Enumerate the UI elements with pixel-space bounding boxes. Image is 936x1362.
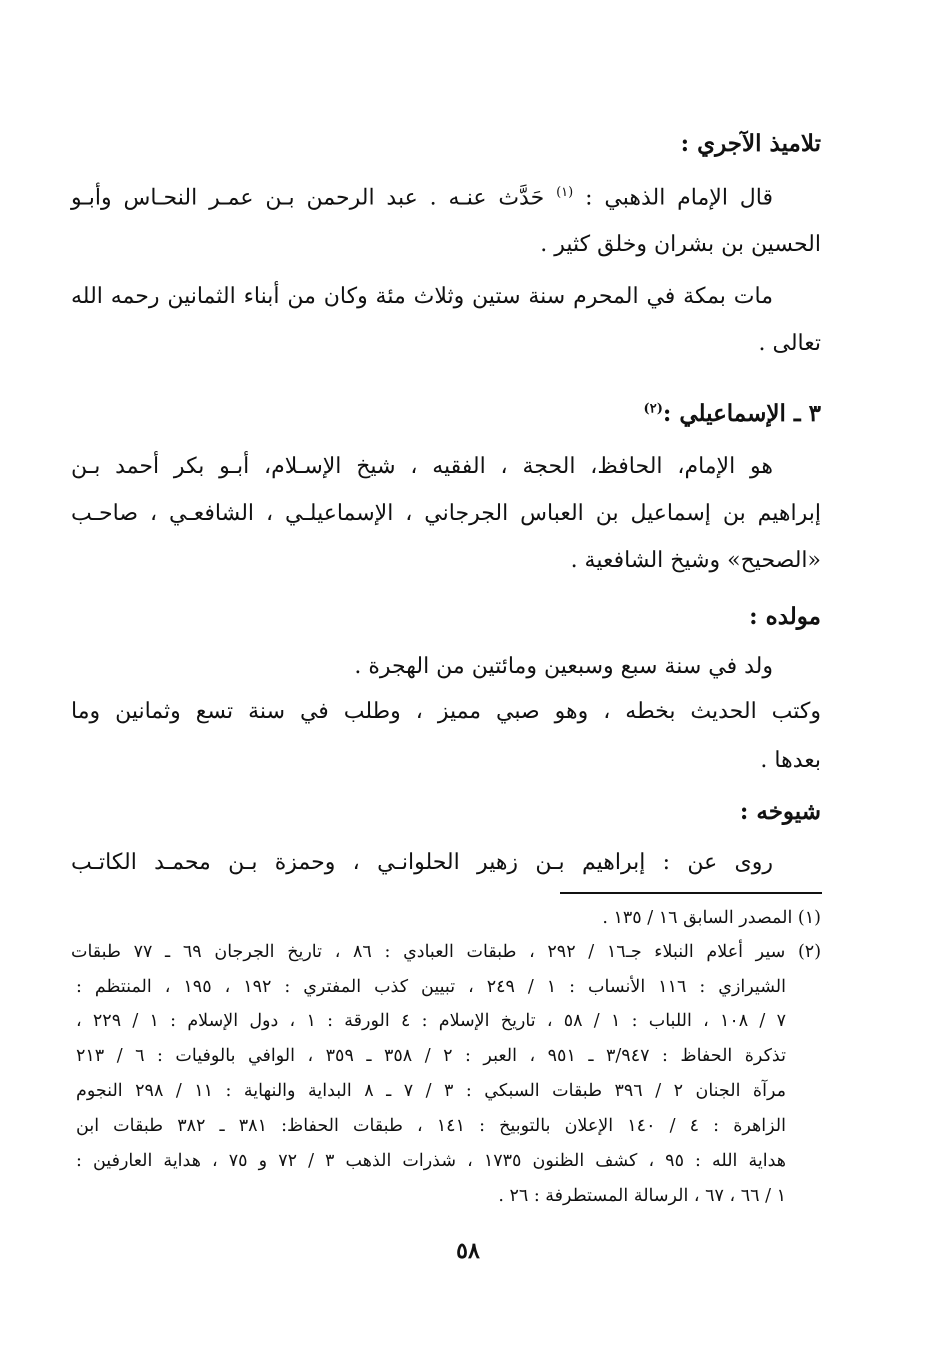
footnote-1: (١) المصدر السابق ١٦ / ١٣٥ . xyxy=(602,908,821,928)
footnote-2-line-3: ٧ / ١٠٨ ، اللباب : ١ / ٥٨ ، تاريخ الإسلام : ٤ الورقة : ١ ، دول الإسلام : ١ / ٢٢٩ ، xyxy=(76,1011,786,1031)
heading-ismaili xyxy=(71,402,821,425)
students-line-1-b: حَدَّث عنـه . عبد الرحمن بـن عمـر النحـاس وأبـو xyxy=(71,185,557,211)
footnote-2-line-5: مرآة الجنان ٢ / ٣٩٦ طبقات السبكي : ٣ / ٧ ـ ٨ البداية والنهاية : ١١ / ٢٩٨ النجوم xyxy=(76,1081,786,1101)
footnote-ref-2: (٢) xyxy=(643,401,663,417)
death-line-2: تعالى . xyxy=(758,331,821,356)
students-line-1 xyxy=(71,186,821,209)
ismaili-line-2: إبراهيم بن إسماعيل بن العباس الجرجاني ، الإسماعيلـي ، الشافعـي ، صاحـب xyxy=(71,501,821,526)
footnote-ref-1: (١) xyxy=(556,185,574,200)
students-line-2: الحسين بن بشران وخلق كثير . xyxy=(540,232,821,257)
death-line-1: مات بمكة في المحرم سنة ستين وثلاث مئة وكان من أبناء الثمانين رحمه الله xyxy=(71,284,773,309)
footnote-2-line-1: (٢) سير أعلام النبلاء جـ١٦ / ٢٩٢ ، طبقات العبادي : ٨٦ ، تاريخ الجرجان ٦٩ ـ ٧٧ طبقات xyxy=(71,942,822,962)
students-line-1-a: قال الإمام الذهبي : xyxy=(573,185,774,211)
birth-line-1: ولد في سنة سبع وسبعين ومائتين من الهجرة . xyxy=(354,654,773,679)
ismaili-line-1: هو الإمام، الحافظ، الحجة ، الفقيه ، شيخ الإسـلام، أبـو بكر أحمد بـن xyxy=(71,454,773,479)
heading-students: تلاميذ الآجري : xyxy=(680,130,821,157)
heading-shuyukh: شيوخه : xyxy=(739,798,821,825)
footnote-2-line-7: هداية الله : ٩٥ ، كشف الظنون ١٧٣٥ ، شذرات الذهب ٣ / ٧٢ و ٧٥ ، هداية العارفين : xyxy=(76,1151,787,1171)
heading-ismaili-text: ٣ ـ الإسماعيلي : xyxy=(662,400,821,427)
heading-birth: مولده : xyxy=(749,603,821,630)
footnote-2-line-4: تذكرة الحفاظ : ٣/٩٤٧ ـ ٩٥١ ، العبر : ٢ / ٣٥٨ ـ ٣٥٩ ، الوافي بالوفيات : ٦ / ٢١٣ xyxy=(76,1046,786,1066)
ismaili-line-3: «الصحيح» وشيخ الشافعية . xyxy=(570,548,821,573)
footnote-2-line-8: ١ / ٦٦ ، ٦٧ ، الرسالة المستطرفة : ٢٦ . xyxy=(498,1186,786,1206)
birth-line-2: وكتب الحديث بخطه ، وهو صبي مميز ، وطلب في سنة تسع وثمانين وما xyxy=(71,699,821,724)
page-number: ٥٨ xyxy=(456,1238,480,1264)
shuyukh-line-1: روى عن : إبراهيم بـن زهير الحلوانـي ، وحمزة بـن محمـد الكاتـب xyxy=(71,850,773,875)
footnote-2-line-6: الزاهرة : ٤ / ١٤٠ الإعلان بالتوبيخ : ١٤١ ، طبقات الحفاظ: ٣٨١ ـ ٣٨٢ طبقات ابن xyxy=(76,1116,786,1136)
footnote-separator xyxy=(560,892,822,894)
birth-line-3: بعدها . xyxy=(760,748,821,773)
footnote-2-line-2: الشيرازي : ١١٦ الأنساب : ١ / ٢٤٩ ، تبيين كذب المفتري : ١٩٢ ، ١٩٥ ، المنتظم : xyxy=(76,977,786,997)
